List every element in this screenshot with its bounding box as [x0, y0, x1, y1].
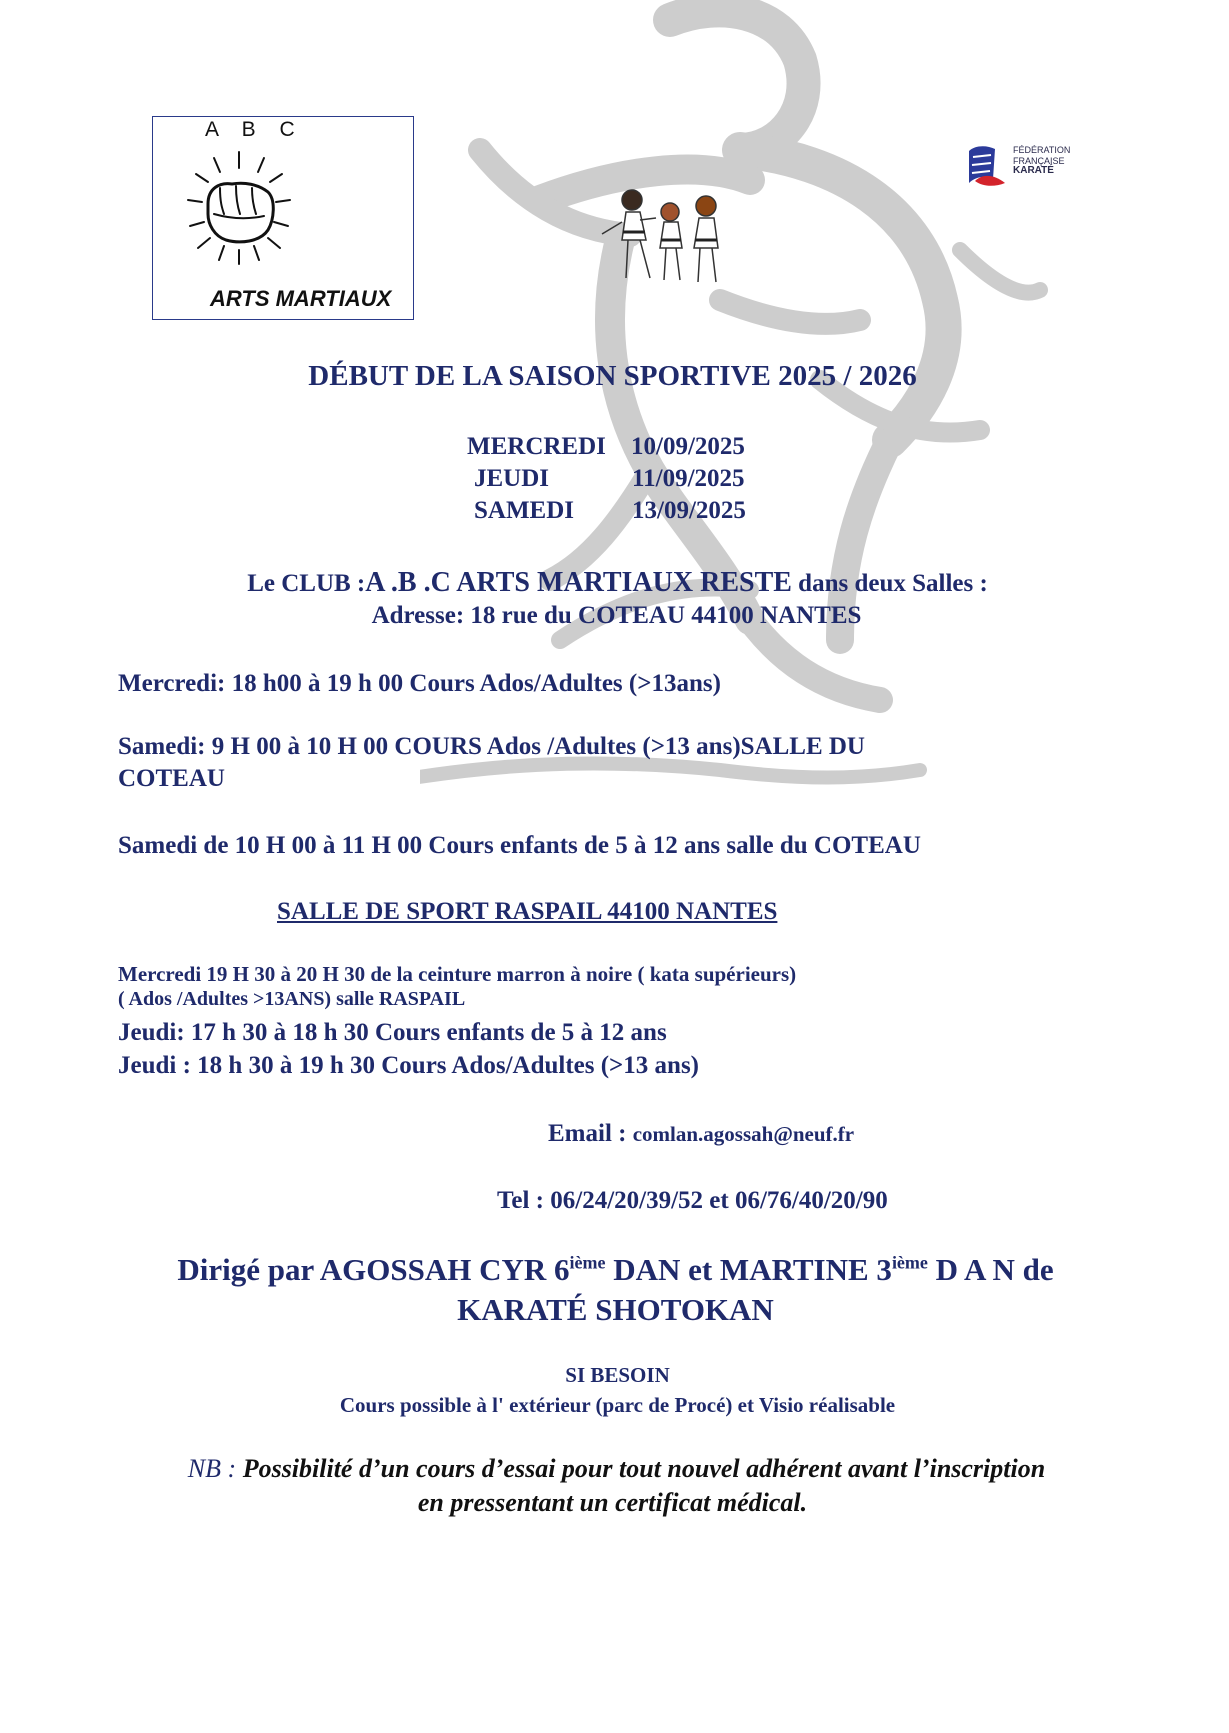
federation-logo-text: [1013, 145, 1070, 177]
raspail-line: ( Ados /Adultes >13ANS) salle RASPAIL: [118, 988, 466, 1010]
date-row: [467, 463, 746, 495]
superscript: ième: [891, 1252, 928, 1273]
federation-line3: KARATÉ: [1013, 165, 1054, 176]
direction-part: Dirigé par AGOSSAH CYR 6: [177, 1252, 570, 1287]
club-address-text: Adresse: 18 rue du COTEAU 44100 NANTES: [371, 602, 862, 629]
date-row: [467, 495, 746, 527]
club-suffix: dans deux Salles :: [791, 570, 988, 597]
logo-letters: A B C: [205, 118, 304, 141]
nb-label: NB :: [187, 1454, 243, 1483]
club-name: A .B .C ARTS MARTIAUX RESTE: [365, 567, 792, 598]
date-row: [467, 431, 746, 463]
dates-block: [467, 431, 746, 527]
date-day: JEUDI: [474, 465, 550, 492]
tel-line: [497, 1187, 888, 1215]
nb-text-2: en pressentant un certificat médical.: [417, 1488, 808, 1517]
page-title: [0, 360, 1229, 393]
page-title-text: DÉBUT DE LA SAISON SPORTIVE 2025 / 2026: [308, 360, 917, 392]
nb-line-1: [0, 1454, 1229, 1484]
date-value: 13/09/2025: [632, 497, 746, 524]
tel-label: Tel :: [497, 1187, 551, 1214]
raspail-heading-text: SALLE DE SPORT RASPAIL 44100 NANTES: [277, 898, 778, 925]
date-day: SAMEDI: [474, 497, 575, 524]
email-line: [548, 1120, 854, 1148]
direction-part: DAN et MARTINE 3: [605, 1252, 892, 1287]
fist-icon: [184, 148, 294, 266]
raspail-line: Jeudi: 17 h 30 à 18 h 30 Cours enfants de 5 à 12 ans: [118, 1019, 667, 1046]
besoin-text: [0, 1393, 1229, 1418]
direction-line: [0, 1252, 1229, 1288]
direction-part: D A N de: [927, 1252, 1054, 1287]
direction-line-2-text: KARATÉ SHOTOKAN: [457, 1292, 774, 1327]
schedule-line: COTEAU: [118, 765, 225, 792]
email-label: Email :: [548, 1120, 633, 1147]
federation-line1: FÉDÉRATION: [1013, 145, 1071, 155]
tel-number: 06/24/20/39/52 et 06/76/40/20/90: [550, 1187, 888, 1214]
club-address: [0, 602, 1229, 630]
besoin-heading: [0, 1363, 1229, 1388]
nb-line-2: [0, 1488, 1229, 1518]
date-value: 11/09/2025: [632, 465, 745, 492]
raspail-line: Mercredi 19 H 30 à 20 H 30 de la ceinture marron à noire ( kata supérieurs): [118, 962, 797, 986]
date-day: MERCREDI: [467, 433, 606, 460]
club-prefix: Le CLUB :: [247, 570, 366, 597]
besoin-text-value: Cours possible à l' extérieur (parc de Procé) et Visio réalisable: [339, 1393, 896, 1417]
email-link[interactable]: comlan.agossah@neuf.fr: [632, 1122, 855, 1146]
schedule-line: Samedi de 10 H 00 à 11 H 00 Cours enfants de 5 à 12 ans salle du COTEAU: [118, 832, 921, 859]
raspail-line: Jeudi : 18 h 30 à 19 h 30 Cours Ados/Adultes (>13 ans): [118, 1052, 700, 1079]
logo-name: ARTS MARTIAUX: [210, 286, 392, 311]
date-value: 10/09/2025: [631, 433, 745, 460]
club-line: [0, 567, 1229, 599]
federation-line2: FRANÇAISE: [1013, 155, 1065, 166]
besoin-heading-text: SI BESOIN: [565, 1363, 670, 1387]
direction-line-2: [0, 1292, 1229, 1328]
nb-text: Possibilité d’un cours d’essai pour tout nouvel adhérent avant l’inscription: [242, 1454, 1046, 1483]
kids-karate-image: [596, 182, 732, 290]
schedule-line: Mercredi: 18 h00 à 19 h 00 Cours Ados/Adultes (>13ans): [118, 670, 721, 697]
raspail-heading: [277, 898, 777, 926]
superscript: ième: [569, 1252, 606, 1273]
schedule-line: Samedi: 9 H 00 à 10 H 00 COURS Ados /Adultes (>13 ans)SALLE DU: [118, 733, 865, 760]
